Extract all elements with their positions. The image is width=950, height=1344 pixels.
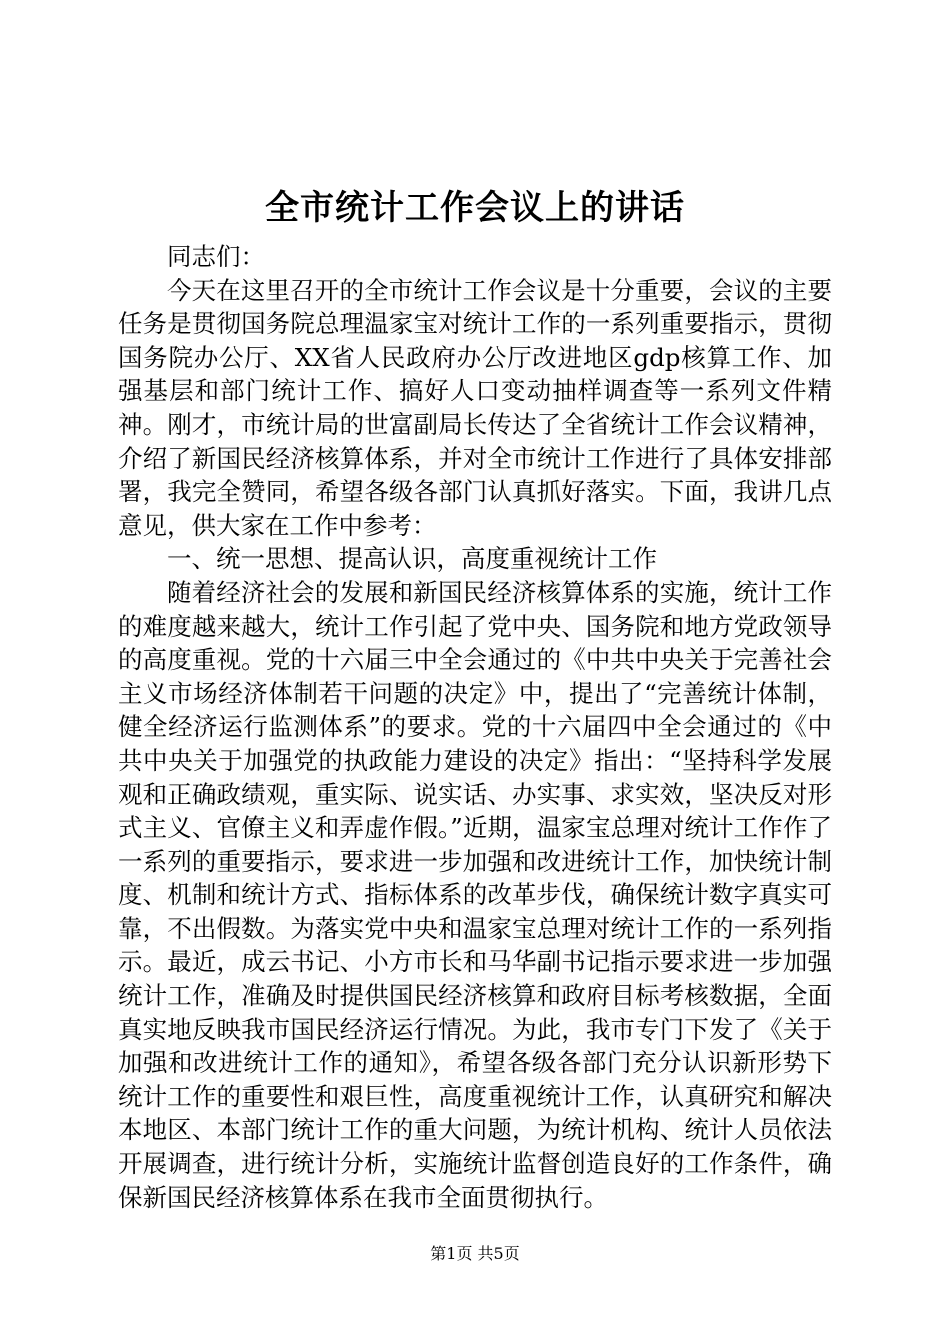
- intro-paragraph: 今天在这里召开的全市统计工作会议是十分重要，会议的主要任务是贯彻国务院总理温家宝对统计工作的一系列重要指示，贯彻国务院办公厅、XX省人民政府办公厅改进地区gdp核算工作、加强基层和部门统计工作、搞好人口变动抽样调查等一系列文件精神。刚才，市统计局的世富副局长传达了全省统计工作会议精神，介绍了新国民经济核算体系，并对全市统计工作进行了具体安排部署，我完全赞同，希望各级各部门认真抓好落实。下面，我讲几点意见，供大家在工作中参考：: [118, 275, 832, 540]
- document-body: [118, 240, 832, 1214]
- salutation-paragraph: 同志们：: [167, 242, 265, 271]
- document-title: 全市统计工作会议上的讲话: [265, 188, 685, 228]
- page-number-footer: 第1页 共5页: [430, 1244, 520, 1263]
- body-paragraph: 随着经济社会的发展和新国民经济核算体系的实施，统计工作的难度越来越大，统计工作引起了党中央、国务院和地方党政领导的高度重视。党的十六届三中全会通过的《中共中央关于完善社会主义市场经济体制若干问题的决定》中，提出了“完善统计体制，健全经济运行监测体系”的要求。党的十六届四中全会通过的《中共中央关于加强党的执政能力建设的决定》指出：“坚持科学发展观和正确政绩观，重实际、说实话、办实事、求实效，坚决反对形式主义、官僚主义和弄虚作假。”近期，温家宝总理对统计工作作了一系列的重要指示，要求进一步加强和改进统计工作，加快统计制度、机制和统计方式、指标体系的改革步伐，确保统计数字真实可靠，不出假数。为落实党中央和温家宝总理对统计工作的一系列指示。最近，成云书记、小方市长和马华副书记指示要求进一步加强统计工作，准确及时提供国民经济核算和政府目标考核数据，全面真实地反映我市国民经济运行情况。为此，我市专门下发了《关于加强和改进统计工作的通知》，希望各级各部门充分认识新形势下统计工作的重要性和艰巨性，高度重视统计工作，认真研究和解决本地区、本部门统计工作的重大问题，为统计机构、统计人员依法开展调查，进行统计分析，实施统计监督创造良好的工作条件，确保新国民经济核算体系在我市全面贯彻执行。: [118, 577, 832, 1212]
- section-heading-1: 一、统一思想、提高认识，高度重视统计工作: [167, 544, 657, 574]
